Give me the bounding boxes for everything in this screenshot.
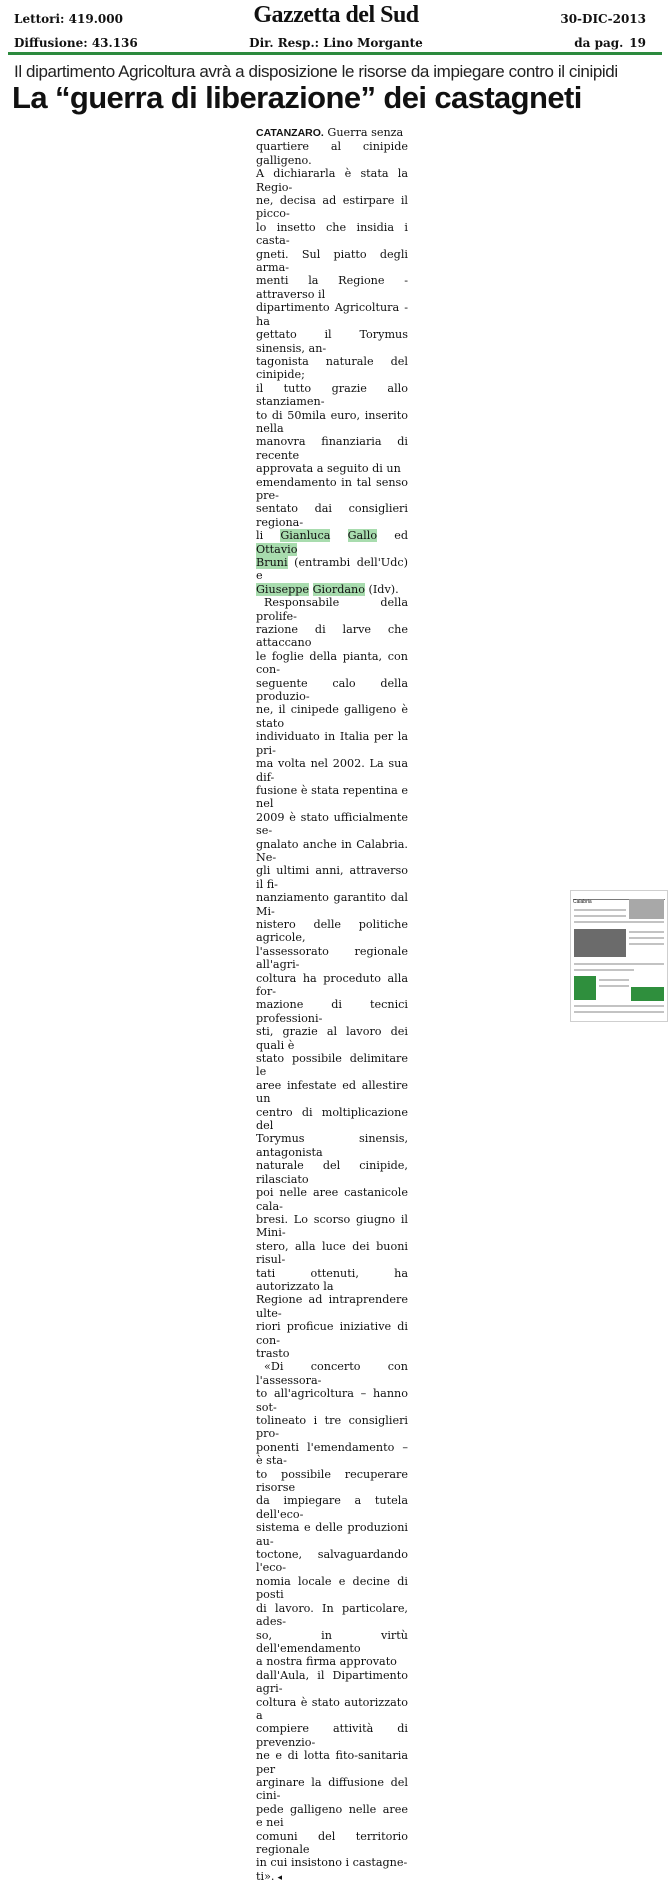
highlighted-name: Giuseppe (256, 582, 310, 596)
paragraph-3-text: «Di concerto con l'assessora- to all'agricoltura – hanno sot- tolineato i tre consiglieri pro- ponenti l'emendamento – è sta- to possibile recuperare risorse da impiegare a tutela dell'eco- sistema e delle produzioni au- toctone, salvaguardando l'eco- nomia locale e decine di posti di lavoro. In particolare, ades- so, in virtù dell'emendamento a nostra firma approvato dall'Aula, il Dipartimento agri- coltura è stato autorizzato a compiere attività di prevenzio- ne e di lotta fito-sanitaria per arginare la diffusione del cini- pede galligeno nelle aree e nei comuni del territorio regionale in cui insistono i castagne- ti». (256, 1360, 408, 1883)
thumbnail-section: Calabria (573, 899, 592, 905)
end-mark: ◂ (277, 1872, 283, 1883)
article-title: La “guerra di liberazione” dei castagneti (12, 80, 582, 115)
highlighted-name: Gianluca (280, 529, 331, 543)
thumbnail-photo-small (629, 899, 664, 919)
thumbnail-text-line (629, 931, 664, 933)
highlighted-name: Ottavio (256, 542, 298, 556)
highlighted-name: Gallo (347, 529, 378, 543)
highlighted-name: Bruni (256, 556, 288, 569)
thumbnail-text-line (599, 979, 629, 981)
paragraph-1-connector: ed (377, 529, 409, 543)
thumbnail-text-line (574, 921, 664, 923)
issue-date: 30-DIC-2013 (560, 12, 646, 26)
dateline-city: CATANZARO. (256, 127, 324, 139)
editor-line: Dir. Resp.: Lino Morgante (249, 36, 423, 50)
page-thumbnail (570, 890, 668, 1022)
page-reference (574, 36, 646, 50)
paragraph-1-text: Guerra senza quartiere al cinipide galligeno. A dichiararla è stata la Regio- ne, decisa ad estirpare il picco- lo insetto che insidia i casta- gneti. Sul piatto degli arma- menti la Regione - attraverso il dipartimento Agricoltura - ha gettato il Torymus sinensis, an- tagonista naturale del cinipide; il tutto grazie allo stanziamen- to di 50mila euro, inserito nella manovra finanziaria di recente approvata a seguito di un emendamento in tal senso pre- sentato dai consiglieri regiona- li (256, 126, 408, 543)
thumbnail-text-line (574, 909, 626, 911)
paragraph-1-text-c: (Idv). (364, 582, 399, 596)
thumbnail-text-line (574, 969, 634, 971)
header-divider (8, 52, 662, 55)
page-label: da pag. (574, 36, 624, 50)
thumbnail-highlight-block (631, 987, 664, 1001)
paragraph-1-text-b: (entrambi dell'Udc) e (256, 556, 408, 583)
paragraph-2: Responsabile della prolife- razione di larve che attaccano le foglie della pianta, con con- seguente calo della produzio- ne, il cinipede galligeno è stato individuato in Italia per la pri- ma volta nel 2002. La sua dif- fusione è stata repentina e nel 2009 è stato ufficialmente se- gnalato anche in Calabria. Ne- gli ultimi anni, attraverso il fi- nanziamento garantito dal Mi- nistero delle politiche agricole, l'assessorato regionale all'agri- coltura ha proceduto alla for- mazione di tecnici professioni- sti, grazie al lavoro dei quali è stato possibile delimitare le aree infestate ed allestire un centro di moltiplicazione del Torymus sinensis, antagonista naturale del cinipide, rilasciato poi nelle aree castanicole cala- bresi. Lo scorso giugno il Mini- stero, alla luce dei buoni risul- tati ottenuti, ha autorizzato la Regione ad intraprendere ulte- riori proficue iniziative di con- trasto (256, 596, 408, 1360)
thumbnail-text-line (574, 963, 664, 965)
article-kicker: Il dipartimento Agricoltura avrà a disposizione le risorse da impiegare contro il cinipidi (14, 62, 618, 81)
thumbnail-text-line (574, 1005, 664, 1007)
thumbnail-text-line (629, 943, 664, 945)
article-body (256, 126, 408, 1885)
thumbnail-text-line (574, 915, 626, 917)
paragraph-3 (256, 1360, 408, 1885)
circulation-count: Diffusione: 43.136 (14, 36, 138, 50)
page-number: 19 (629, 36, 646, 50)
thumbnail-highlight-block (574, 976, 596, 1000)
readers-count: Lettori: 419.000 (14, 12, 123, 26)
thumbnail-photo (574, 929, 626, 957)
newspaper-masthead: Gazzetta del Sud (253, 2, 419, 28)
thumbnail-text-line (574, 1011, 664, 1013)
thumbnail-text-line (599, 985, 629, 987)
paragraph-1 (256, 126, 408, 596)
thumbnail-text-line (629, 937, 664, 939)
highlighted-name: Giordano (312, 582, 365, 596)
